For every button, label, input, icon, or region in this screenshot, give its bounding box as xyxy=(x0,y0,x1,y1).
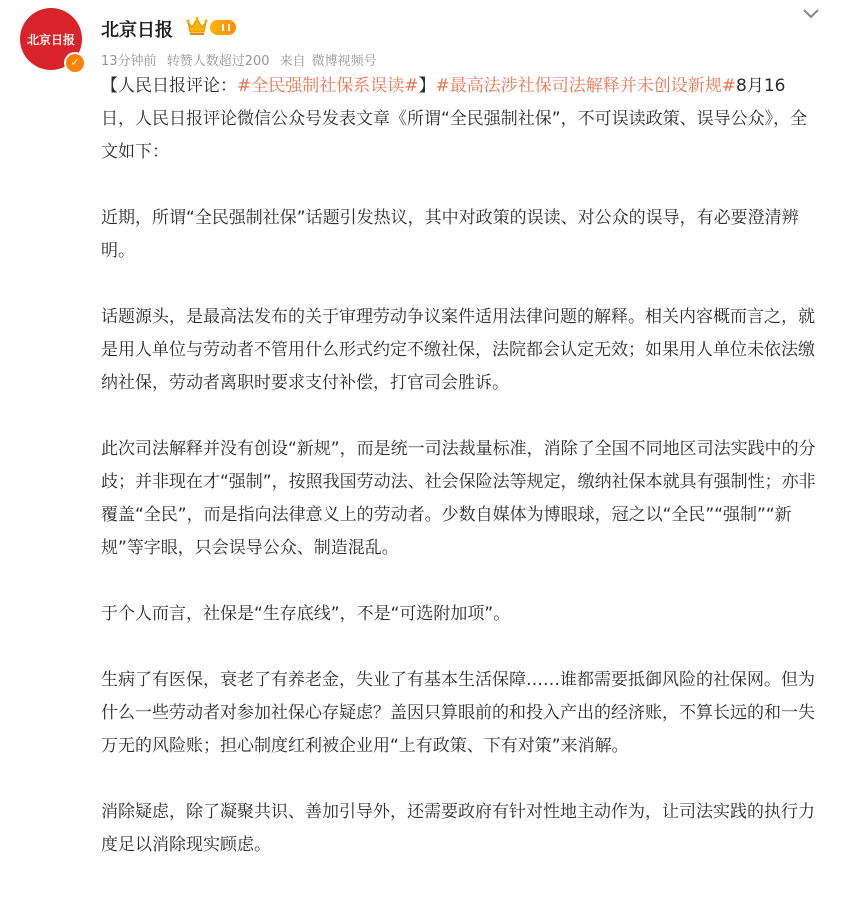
crown-icon xyxy=(186,16,208,36)
intro-paragraph xyxy=(101,70,816,169)
verified-badge-icon: ✓ xyxy=(64,52,86,74)
body-paragraph: 消除疑虑，除了凝聚共识、善加引导外，还需要政府有针对性地主动作为，让司法实践的执行力度足以消除现实顾虑。 xyxy=(101,802,815,855)
post-time[interactable]: 13分钟前 xyxy=(101,54,157,69)
member-badge-icon xyxy=(210,20,236,35)
avatar[interactable]: 北京日报 xyxy=(20,8,82,70)
repost-count: 转赞人数超过200 xyxy=(166,54,270,69)
post-content xyxy=(101,70,816,862)
topic-link-1[interactable]: #全民强制社保系误读# xyxy=(237,76,419,96)
intro-close: 】 xyxy=(418,76,436,96)
source-prefix: 来自 xyxy=(279,54,306,69)
body-paragraph: 生病了有医保，衰老了有养老金，失业了有基本生活保障……谁都需要抵御风险的社保网。但为什么一些劳动者对参加社保心存疑虑？盖因只算眼前的和投入产出的经济账，不算长远的和一失万无的风险账；担心制度红利被企业用“上有政策、下有对策”来消解。 xyxy=(101,670,815,756)
post-meta xyxy=(101,50,383,69)
post-source[interactable]: 微博视频号 xyxy=(311,54,377,69)
author-name[interactable]: 北京日报 xyxy=(101,20,173,41)
body-paragraph: 于个人而言，社保是“生存底线”，不是“可选附加项”。 xyxy=(101,604,511,624)
chevron-down-icon[interactable] xyxy=(800,6,822,22)
body-paragraph: 话题源头，是最高法发布的关于审理劳动争议案件适用法律问题的解释。相关内容概而言之，就是用人单位与劳动者不管用什么形式约定不缴社保，法院都会认定无效；如果用人单位未依法缴纳社保，劳动者离职时要求支付补偿，打官司会胜诉。 xyxy=(101,307,815,393)
topic-link-2[interactable]: #最高法涉社保司法解释并未创设新规# xyxy=(435,76,736,96)
intro-rest: 8月16日，人民日报评论微信公众号发表文章《所谓“全民强制社保”，不可误读政策、误导公众》，全文如下： xyxy=(101,76,808,162)
avatar-wrap[interactable] xyxy=(20,8,90,78)
body-paragraph: 此次司法解释并没有创设“新规”，而是统一司法裁量标准，消除了全国不同地区司法实践中的分歧；并非现在才“强制”，按照我国劳动法、社会保险法等规定，缴纳社保本就具有强制性；亦非覆盖“全民”，而是指向法律意义上的劳动者。少数自媒体为博眼球，冠之以“全民”“强制”“新规”等字眼，只会误导公众、制造混乱。 xyxy=(101,439,816,558)
body-paragraph: 近期，所谓“全民强制社保”话题引发热议，其中对政策的误读、对公众的误导，有必要澄清辨明。 xyxy=(101,208,799,261)
intro-open: 【人民日报评论： xyxy=(101,76,237,96)
